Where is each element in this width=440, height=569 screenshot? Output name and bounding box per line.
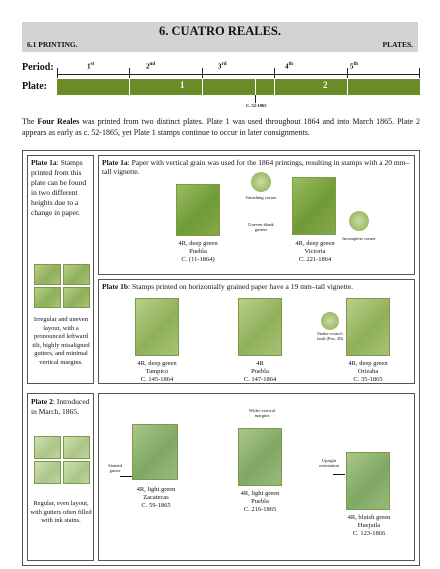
plate1a-heading: Plate 1a: Paper with vertical grain was used for the 1864 printings, resulting in stamps with a 20 mm–tall vignette. <box>102 158 410 177</box>
plate-bar <box>57 79 420 95</box>
stamp-image <box>292 177 336 235</box>
period-axis <box>57 74 420 75</box>
period-tick <box>202 68 203 78</box>
plate-2-start-date: C. 52-1865 <box>246 103 267 108</box>
plate-bar-divider <box>202 79 203 95</box>
stamp-caption: 4R, bluish green Huejutla C. 123-1866 <box>347 514 391 537</box>
plate-2-label: 2 <box>323 80 328 90</box>
plate-bar-divider <box>274 79 275 95</box>
plate-bar-divider <box>347 79 348 95</box>
period-label: Period: <box>22 62 54 73</box>
plate-2-marker <box>255 95 256 103</box>
stamp-image <box>34 436 61 459</box>
pointer-arrow <box>333 474 345 475</box>
stamp-image <box>34 461 61 484</box>
period-5: 5th <box>350 62 358 71</box>
plate2-side-caption: Regular, even layout, with gutters often filled with ink stains. <box>30 500 92 525</box>
stamp-image <box>34 287 61 308</box>
stamp-caption: 4R, deep green Tampico C. 145-1864 <box>137 360 177 383</box>
period-tick <box>274 68 275 78</box>
section-topic: PLATES. <box>382 40 413 49</box>
stamp-image <box>135 298 179 356</box>
stained-gutter-note: Stained gutter <box>108 463 122 474</box>
intro-bold: Four Reales <box>37 117 80 126</box>
intro-paragraph: The Four Reales was printed from two distinct plates. Plate 1 was used throughout 1864 and into March 1865. Plate 2 appears as early as c. 52-1865, yet Plate 1 stamps continue to occur in later consignments. <box>22 117 420 138</box>
period-4: 4th <box>285 62 293 71</box>
stamp-caption: 4R, deep green Puebla C. (11-1864) <box>178 240 218 263</box>
stamp-image <box>63 461 90 484</box>
period-tick <box>57 68 58 78</box>
title-bar <box>22 22 418 52</box>
pointer-arrow <box>120 476 132 477</box>
plate1a-side-text: Plate 1a: Stamps printed from this plate can be found in two different heights due to a change in paper. <box>31 158 87 217</box>
vanishing-corner-note: Vanishing corner <box>245 195 277 200</box>
detail-image <box>349 211 369 231</box>
stamp-caption: 4R Puebla C. 147-1864 <box>243 360 277 383</box>
plate-1-label: 1 <box>180 80 185 90</box>
stamp-image <box>63 264 90 285</box>
incomplete-corner-note: Incomplete corner <box>342 236 376 241</box>
plate1b-heading: Plate 1b: Stamps printed on horizontally grained paper have a 19 mm–tall vignette. <box>102 282 353 291</box>
period-3: 3rd <box>218 62 227 71</box>
period-1: 1st <box>87 62 95 71</box>
stamp-caption: 4R, deep green Victoria C. 221-1864 <box>295 240 335 263</box>
plate-bar-divider <box>255 79 256 95</box>
period-tick <box>129 68 130 78</box>
upright-orientation-note: Upright orientation <box>319 458 339 469</box>
stamp-image <box>238 428 282 486</box>
detail-image <box>321 312 339 330</box>
stamp-image <box>63 436 90 459</box>
stamp-image <box>346 298 390 356</box>
plate1a-side-caption: Irregular and uneven layout, with a pronounced leftward tilt, highly misaligned gutters, and minimal vertical margins. <box>32 316 90 366</box>
detail-image <box>251 172 271 192</box>
page-title: 6. CUATRO REALES. <box>158 24 281 38</box>
period-tick <box>419 68 420 78</box>
plate-label: Plate: <box>22 81 47 92</box>
snake-scratch-note: Snake scratch fault (Pos. 28) <box>316 331 344 342</box>
stamp-image <box>132 424 178 480</box>
stamp-image <box>63 287 90 308</box>
section-label: 6.1 PRINTING. <box>27 40 78 49</box>
stamp-caption: 4R, light green Zacatecas C. 59-1865 <box>136 486 176 509</box>
period-tick <box>347 68 348 78</box>
stamp-image <box>238 298 282 356</box>
period-2: 2nd <box>146 62 156 71</box>
stamp-image <box>346 452 390 510</box>
plate-bar-divider <box>129 79 130 95</box>
wider-margins-note: Wider vertical margins <box>248 408 276 419</box>
stamp-image <box>34 264 61 285</box>
uneven-gutters-note: Uneven blank gutters <box>248 222 274 233</box>
stamp-image <box>176 184 220 236</box>
stamp-caption: 4R, light green Puebla C. 216-1865 <box>240 490 280 513</box>
plate2-side-text: Plate 2: Introduced in March, 1865. <box>31 397 90 416</box>
stamp-caption: 4R, deep green Orizaba C. 35-1865 <box>348 360 388 383</box>
